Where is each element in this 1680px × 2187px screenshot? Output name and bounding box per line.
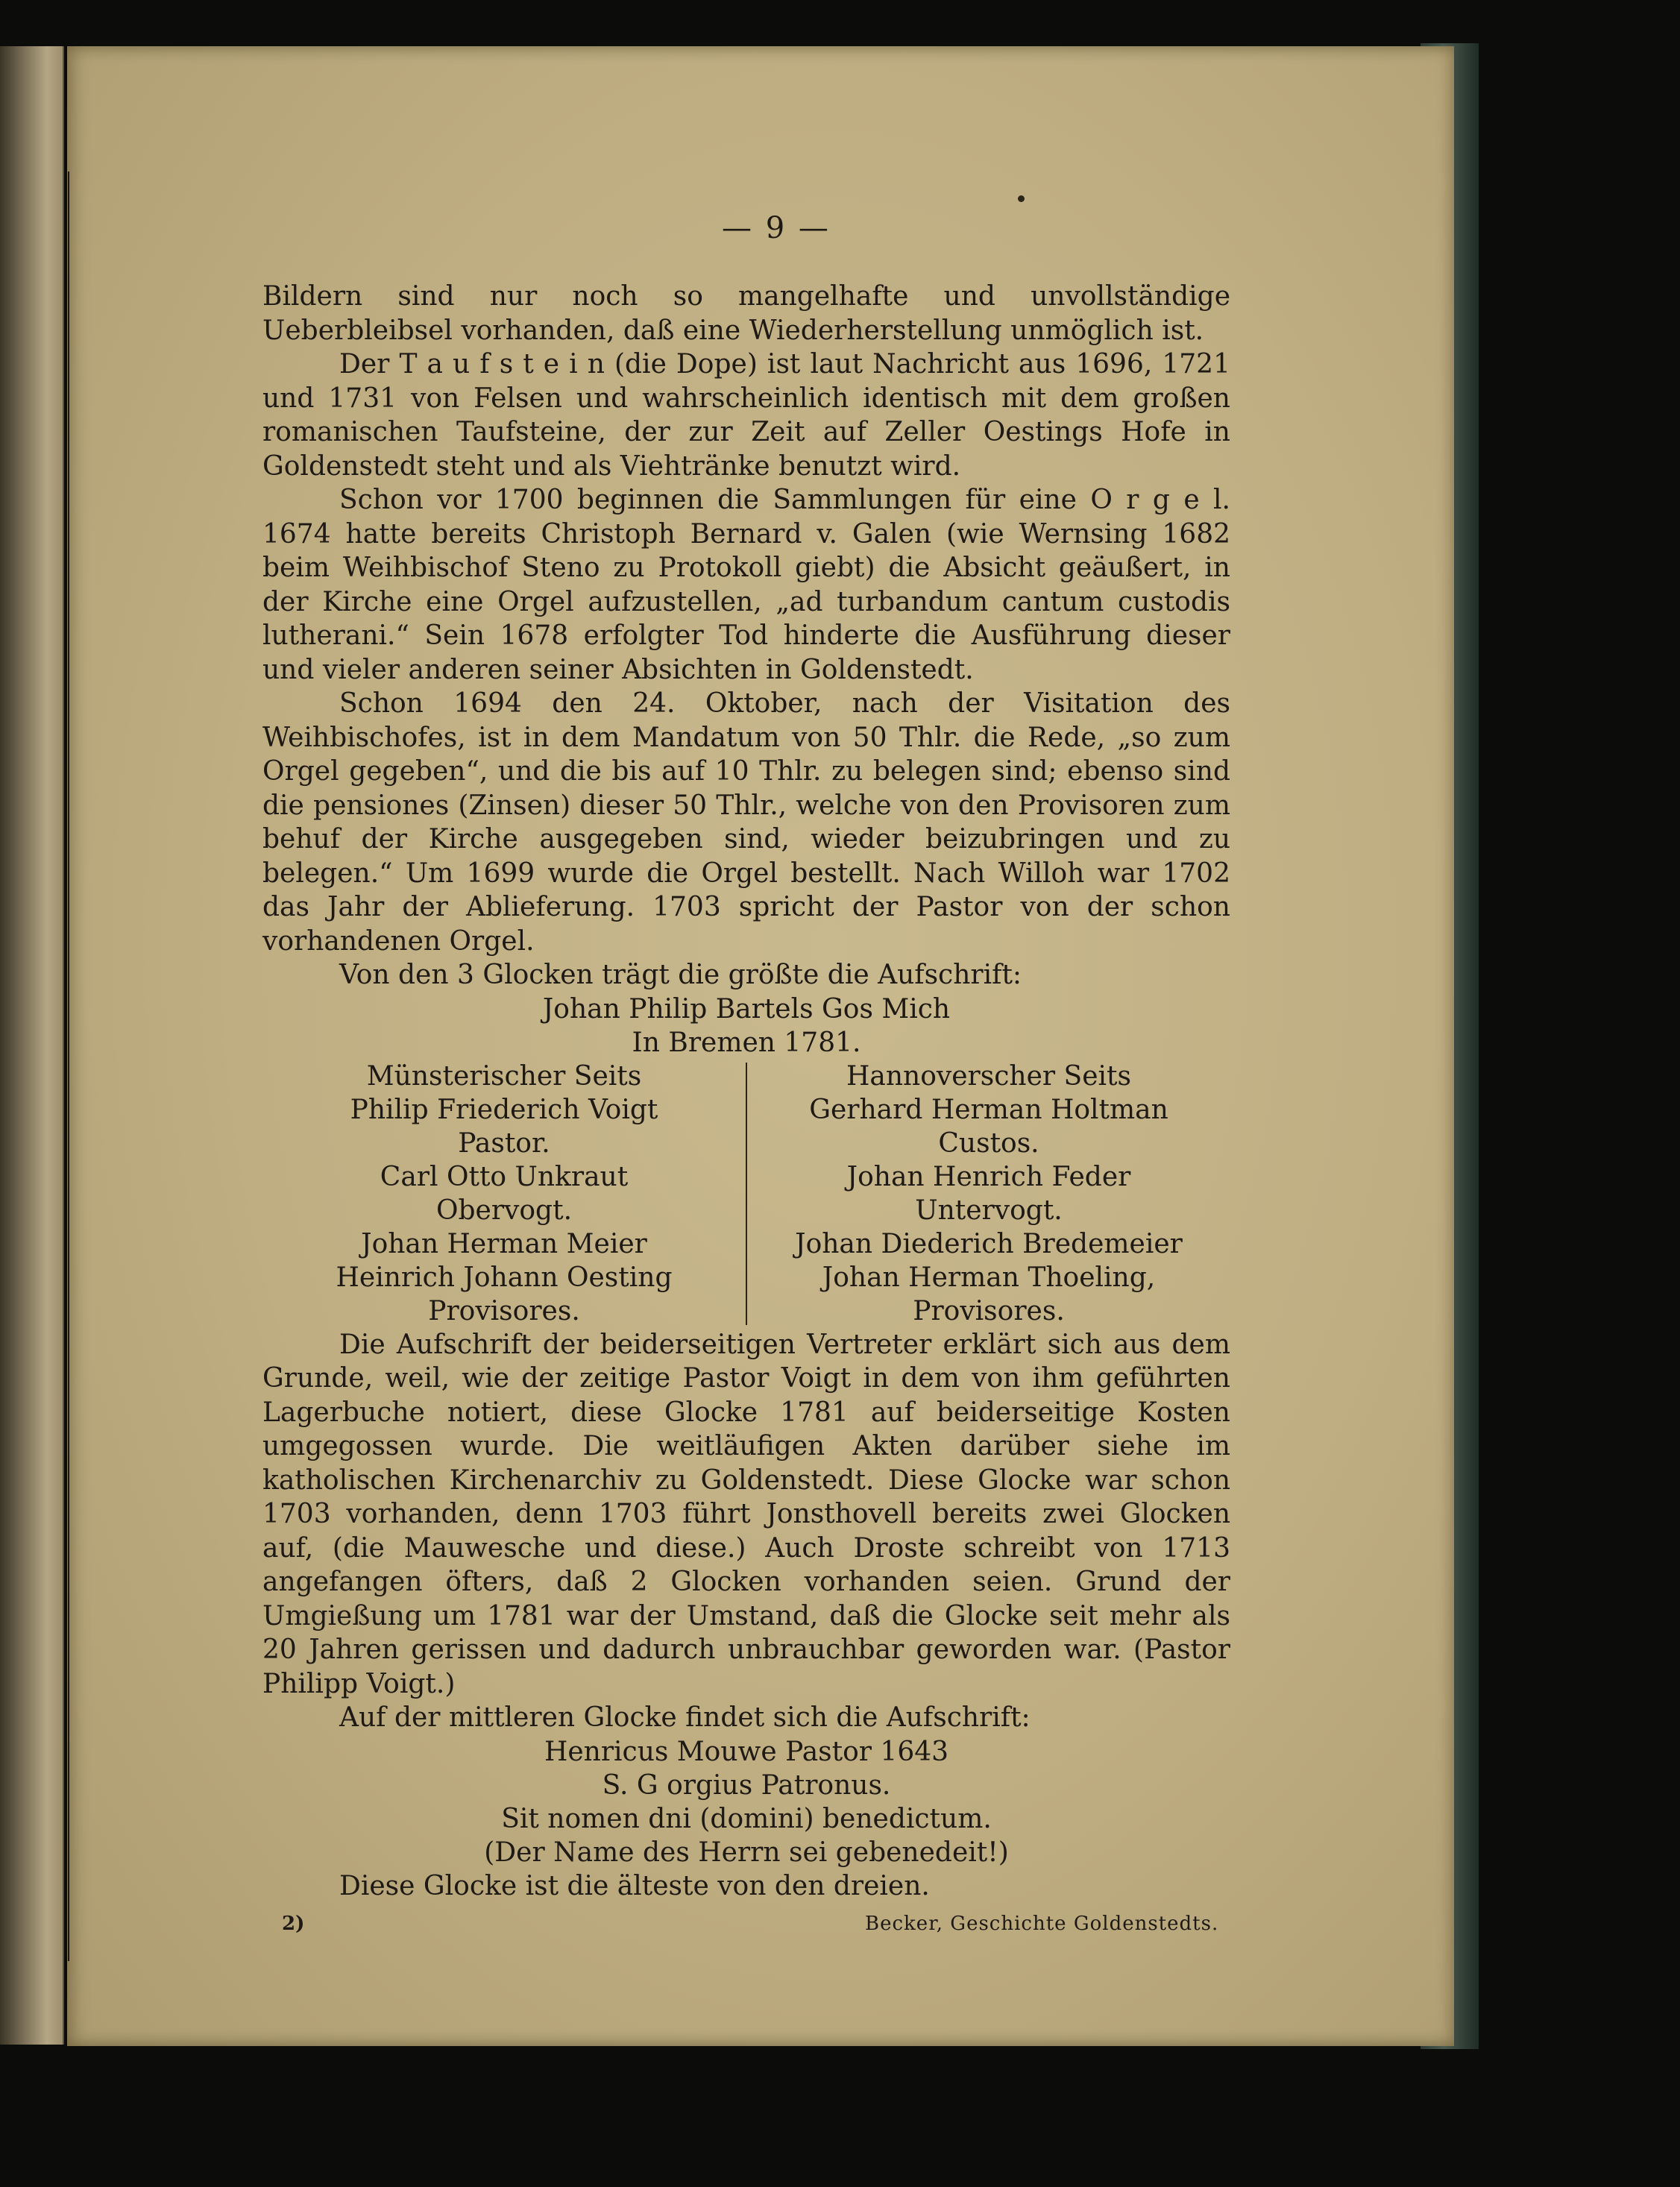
paragraph-final: Diese Glocke ist die älteste von den dreien.: [339, 1870, 930, 1901]
column-line: Carl Otto Unkraut: [380, 1161, 629, 1192]
inscription-line: In Bremen 1781.: [632, 1027, 861, 1058]
ink-speck: [1018, 195, 1025, 202]
paragraph-orgel: Schon vor 1700 beginnen die Sammlungen für eine O r g e l. 1674 hatte bereits Christoph Bernard v. Galen (wie Wernsing 1682 beim Weihbischof Steno zu Protokoll giebt) die Absicht geäußert, in der Kirche eine Orgel aufzustellen, „ad turbandum cantum custodis lutherani.“ Sein 1678 erfolgter Tod hinderte die Ausführung dieser und vieler anderen seiner Absichten in Goldenstedt.: [262, 485, 1230, 685]
inscription-line: (Der Name des Herrn sei gebenedeit!): [484, 1837, 1009, 1868]
column-line: Hannoverscher Seits: [846, 1060, 1131, 1092]
printer-signature: Becker, Geschichte Goldenstedts.: [865, 1913, 1219, 1935]
gutter-line: [68, 172, 69, 1961]
column-line: Heinrich Johann Oesting: [336, 1262, 673, 1293]
column-line: Johan Diederich Bredemeier: [795, 1228, 1183, 1259]
column-line: Provisores.: [913, 1295, 1065, 1327]
inscription-middle-bell: [262, 1735, 1230, 1869]
column-line: Pastor.: [458, 1127, 550, 1159]
footnote-mark: 2): [282, 1913, 305, 1935]
page-number: — 9 —: [722, 211, 831, 245]
inscription-line: Sit nomen dni (domini) benedictum.: [501, 1803, 992, 1834]
inscription-line: S. G orgius Patronus.: [602, 1769, 891, 1801]
page-body: [262, 280, 1230, 1903]
column-hannoversch: [747, 1060, 1230, 1328]
inscription-largest-bell: [262, 992, 1230, 1060]
paragraph-taufstein: Der T a u f s t e i n (die Dope) ist laut Nachricht aus 1696, 1721 und 1731 von Felsen und wahrscheinlich identisch mit dem großen romanischen Taufsteine, der zur Zeit auf Zeller Oestings Hofe in Goldenstedt steht und als Viehtränke benutzt wird.: [262, 349, 1230, 482]
column-line: Johan Henrich Feder: [846, 1161, 1131, 1192]
inscription-line: Johan Philip Bartels Gos Mich: [542, 993, 951, 1025]
paragraph-1: Bildern sind nur noch so mangelhafte und unvollständige Ueberbleibsel vorhanden, daß eine Wiederherstellung unmöglich ist.: [262, 281, 1230, 346]
book-spine: [0, 46, 64, 2045]
paragraph-aufschrift: Die Aufschrift der beiderseitigen Vertreter erklärt sich aus dem Grunde, weil, wie der zeitige Pastor Voigt in dem von ihm geführten Lagerbuche notiert, diese Glocke 1781 auf beiderseitige Kosten umgegossen wurde. Die weitläufigen Akten darüber siehe im katholischen Kirchenarchiv zu Goldenstedt. Diese Glocke war schon 1703 vorhanden, denn 1703 führt Jonsthovell bereits zwei Glocken auf, (die Mauwesche und diese.) Auch Droste schreibt von 1713 angefangen öfters, daß 2 Glocken vorhanden seien. Grund der Umgießung um 1781 war der Umstand, daß die Glocke seit mehr als 20 Jahren gerissen und dadurch unbrauchbar geworden war. (Pastor Philipp Voigt.): [262, 1329, 1230, 1699]
paragraph-mittlere-glocke: Auf der mittleren Glocke findet sich die Aufschrift:: [339, 1702, 1031, 1733]
column-line: Münsterischer Seits: [366, 1060, 642, 1092]
column-line: Provisores.: [428, 1295, 580, 1327]
inscription-line: Henricus Mouwe Pastor 1643: [544, 1736, 949, 1767]
column-line: Gerhard Herman Holtman: [809, 1094, 1168, 1125]
column-muensterisch: [262, 1060, 746, 1328]
paragraph-mandatum: Schon 1694 den 24. Oktober, nach der Visitation des Weihbischofes, ist in dem Mandatum von 50 Thlr. die Rede, „so zum Orgel gegeben“, und die bis auf 10 Thlr. zu belegen sind; ebenso sind die pensiones (Zinsen) dieser 50 Thlr., welche von den Provisoren zum behuf der Kirche ausgegeben sind, wieder beizubringen und zu belegen.“ Um 1699 wurde die Orgel bestellt. Nach Willoh war 1702 das Jahr der Ablieferung. 1703 spricht der Pastor von der schon vorhandenen Orgel.: [262, 688, 1230, 957]
paragraph-glocken-intro: Von den 3 Glocken trägt die größte die Aufschrift:: [339, 960, 1022, 990]
column-line: Philip Friederich Voigt: [350, 1094, 658, 1125]
column-line: Custos.: [938, 1127, 1039, 1159]
column-line: Johan Herman Thoeling,: [822, 1262, 1156, 1293]
signatories-columns: [262, 1060, 1230, 1328]
column-line: Obervogt.: [435, 1195, 573, 1226]
column-line: Untervogt.: [915, 1195, 1063, 1226]
column-line: Johan Herman Meier: [361, 1228, 647, 1259]
